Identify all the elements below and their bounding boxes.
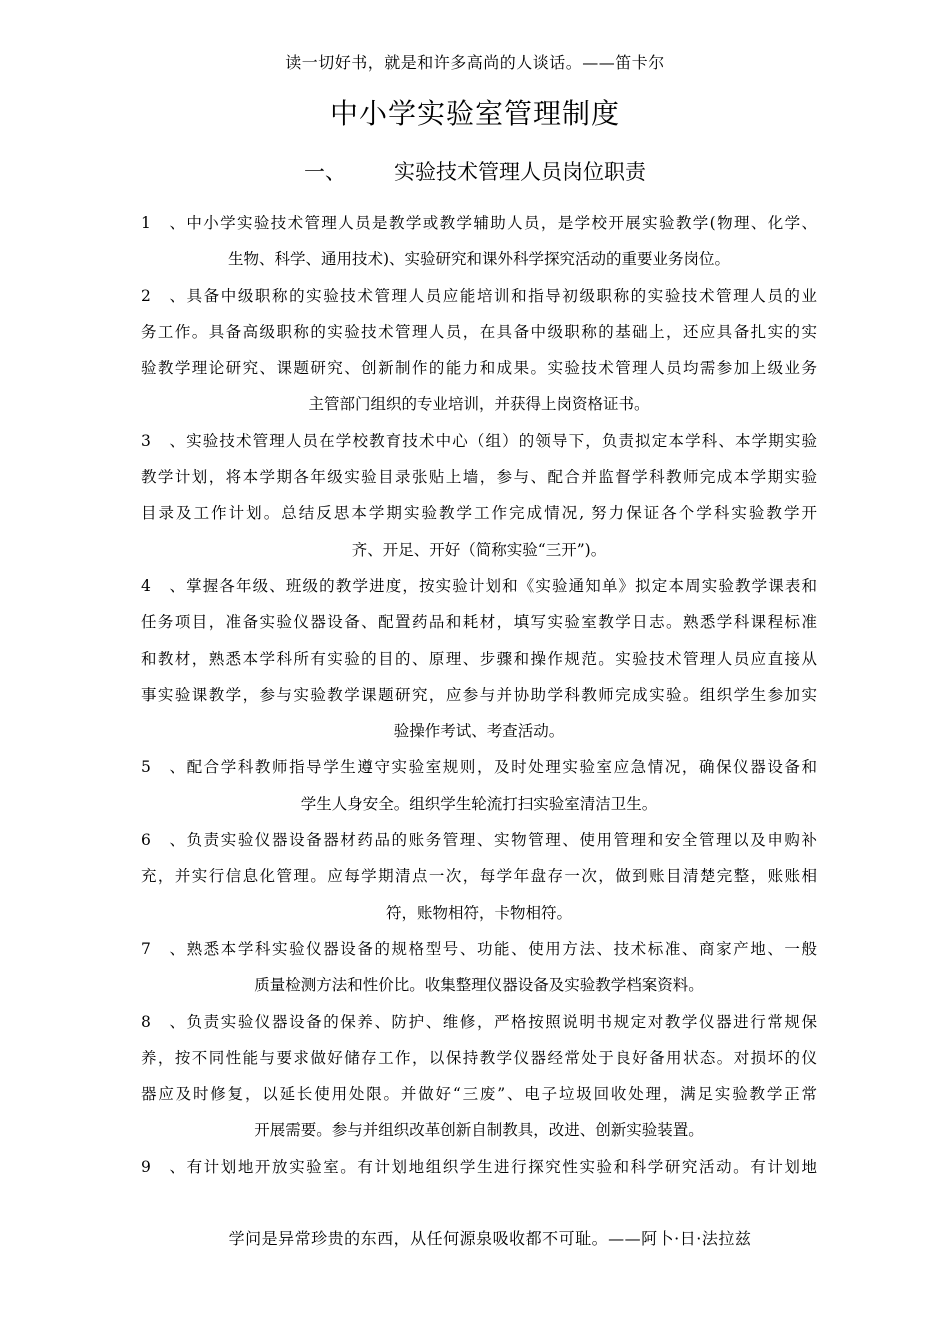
duty-item-text: 配合学科教师指导学生遵守实验室规则，及时处理实验室应急情况，确保仪器设备和 xyxy=(185,758,817,777)
duty-item-line xyxy=(141,205,817,241)
duty-item xyxy=(141,1004,817,1149)
duty-item-line: 务工作。具备高级职称的实验技术管理人员，在具备中级职称的基础上，还应具备扎实的实 xyxy=(141,322,817,341)
section-title: 实验技术管理人员岗位职责 xyxy=(394,160,646,184)
duty-list xyxy=(141,205,817,1185)
duty-item-line: 事实验课教学，参与实验教学课题研究，应参与并协助学科教师完成实验。组织学生参加实 xyxy=(141,685,817,704)
duty-item-line: 生物、科学、通用技术)、实验研究和课外科学探究活动的重要业务岗位。 xyxy=(227,250,731,269)
duty-item-text: 熟悉本学科实验仪器设备的规格型号、功能、使用方法、技术标准、商家产地、一般 xyxy=(185,939,817,958)
duty-item-line xyxy=(141,931,817,967)
duty-item-line xyxy=(141,278,817,314)
footer-quote: 学问是异常珍贵的东西，从任何源泉吸收都不可耻。——阿卜·日·法拉兹 xyxy=(228,1229,752,1248)
duty-item xyxy=(141,423,817,568)
duty-item-line: 任务项目，准备实验仪器设备、配置药品和耗材，填写实验室教学日志。熟悉学科课程标准 xyxy=(141,613,817,632)
duty-item-text: 负责实验仪器设备的保养、防护、维修，严格按照说明书规定对教学仪器进行常规保 xyxy=(185,1012,817,1031)
duty-item-number: 6、 xyxy=(141,831,185,850)
duty-item-text: 有计划地开放实验室。有计划地组织学生进行探究性实验和科学研究活动。有计划地 xyxy=(185,1157,817,1176)
duty-item-line: 教学计划，将本学期各年级实验目录张贴上墙，参与、配合并监督学科教师完成本学期实验 xyxy=(141,468,817,487)
duty-item xyxy=(141,749,817,822)
duty-item-text: 具备中级职称的实验技术管理人员应能培训和指导初级职称的实验技术管理人员的业 xyxy=(185,286,817,305)
duty-item xyxy=(141,1149,817,1185)
duty-item-line xyxy=(141,822,817,858)
duty-item xyxy=(141,931,817,1004)
duty-item-line: 养，按不同性能与要求做好储存工作，以保持教学仪器经常处于良好备用状态。对损坏的仪 xyxy=(141,1048,817,1067)
duty-item-line: 质量检测方法和性价比。收集整理仪器设备及实验教学档案资料。 xyxy=(254,976,704,995)
duty-item-line xyxy=(141,1004,817,1040)
duty-item-text: 掌握各年级、班级的教学进度，按实验计划和《实验通知单》拟定本周实验教学课表和 xyxy=(185,576,817,595)
duty-item-number: 9、 xyxy=(141,1157,185,1176)
duty-item-line: 学生人身安全。组织学生轮流打扫实验室清洁卫生。 xyxy=(300,794,658,813)
duty-item-line: 充，并实行信息化管理。应每学期清点一次，每学年盘存一次，做到账目清楚完整，账账相 xyxy=(141,867,817,886)
duty-item-line: 主管部门组织的专业培训，并获得上岗资格证书。 xyxy=(308,395,650,414)
duty-item-text: 中小学实验技术管理人员是教学或教学辅助人员，是学校开展实验教学(物理、化学、 xyxy=(185,214,817,232)
duty-item xyxy=(141,822,817,931)
section-heading xyxy=(0,156,950,186)
duty-item-line: 验教学理论研究、课题研究、创新制作的能力和成果。实验技术管理人员均需参加上级业务 xyxy=(141,359,817,378)
duty-item-number: 7、 xyxy=(141,939,185,958)
duty-item-number: 5、 xyxy=(141,758,185,777)
duty-item-line: 齐、开足、开好（简称实验“三开”)。 xyxy=(351,540,607,559)
duty-item-line: 符，账物相符，卡物相符。 xyxy=(385,903,572,922)
duty-item-line xyxy=(141,568,817,604)
duty-item-line: 验操作考试、考查活动。 xyxy=(393,722,565,741)
duty-item-number: 4、 xyxy=(141,576,185,595)
duty-item-line xyxy=(141,749,817,785)
duty-item-number: 8、 xyxy=(141,1012,185,1031)
duty-item-line: 和教材，熟悉本学科所有实验的目的、原理、步骤和操作规范。实验技术管理人员应直接从 xyxy=(141,649,817,668)
section-number: 一、 xyxy=(304,160,346,184)
duty-item-line xyxy=(141,1149,817,1185)
duty-item-line: 目录及工作计划。总结反思本学期实验教学工作完成情况, 努力保证各个学科实验教学开 xyxy=(141,504,817,523)
duty-item-line xyxy=(141,423,817,459)
duty-item-line: 器应及时修复，以延长使用处限。并做好“三废”、电子垃圾回收处理，满足实验教学正常 xyxy=(141,1085,817,1104)
document-title: 中小学实验室管理制度 xyxy=(329,97,620,130)
duty-item xyxy=(141,205,817,278)
duty-item xyxy=(141,278,817,423)
duty-item-line: 开展需要。参与并组织改革创新自制教具，改进、创新实验装置。 xyxy=(254,1121,704,1140)
duty-item-text: 负责实验仪器设备器材药品的账务管理、实物管理、使用管理和安全管理以及申购补 xyxy=(185,831,817,850)
duty-item-number: 1、 xyxy=(141,214,185,232)
duty-item-text: 实验技术管理人员在学校教育技术中心（组）的领导下，负责拟定本学科、本学期实验 xyxy=(185,431,817,450)
duty-item xyxy=(141,568,817,749)
duty-item-number: 2 、 xyxy=(141,286,185,305)
header-quote: 读一切好书，就是和许多高尚的人谈话。——笛卡尔 xyxy=(285,53,665,72)
duty-item-number: 3、 xyxy=(141,431,185,450)
